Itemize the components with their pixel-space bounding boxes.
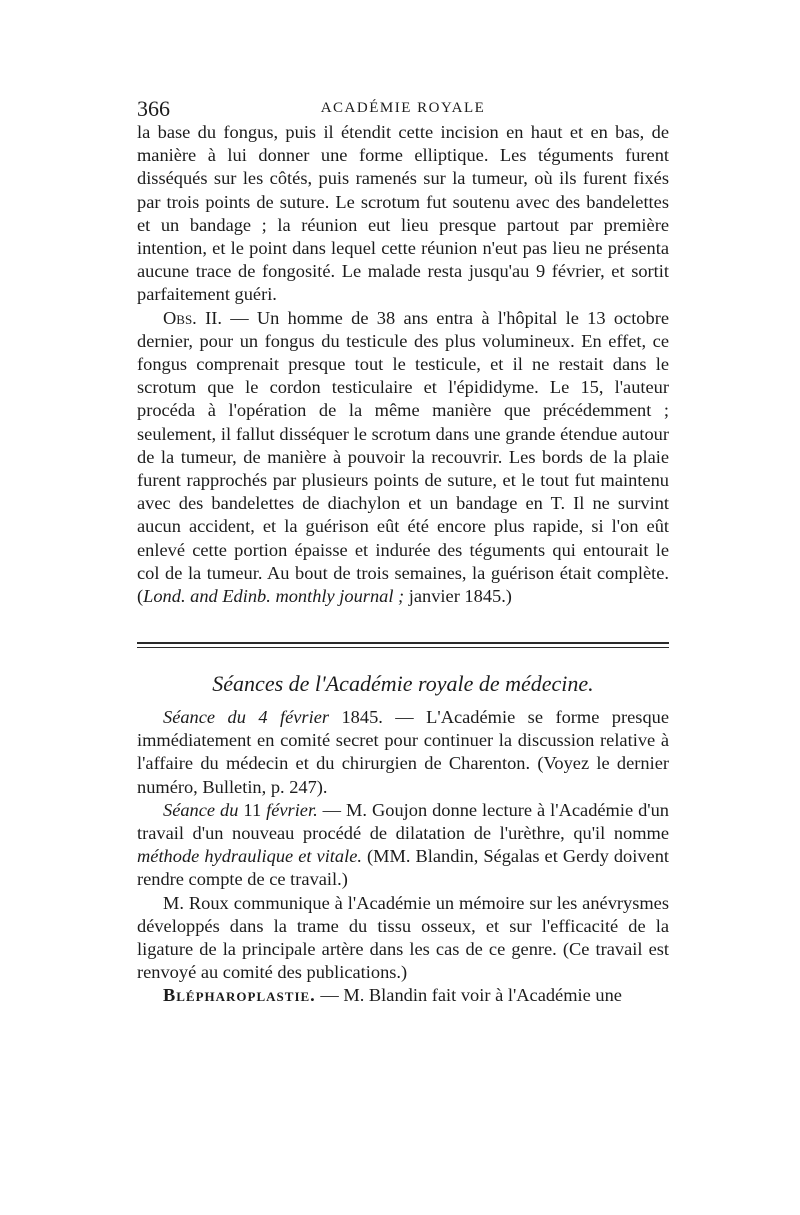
page-number: 366 — [137, 96, 170, 121]
paragraph-seance-4-fevrier — [137, 706, 669, 799]
paragraph-roux: M. Roux communique à l'Académie un mémoire sur les anévrysmes développés dans la trame du tissu osseux, et sur l'efficacité de la ligature de la principale artère dans les cas de ce genre. (Ce travail est renvoyé au comité des publications.) — [137, 892, 669, 983]
seance-text: 1845. — L'Académie se forme presque immédiatement en comité secret pour continuer la discussion relative à l'affaire du médecin et du chirurgien de Charenton. (Voyez le dernier numéro, Bulletin, p. 247). — [137, 707, 669, 797]
seance-text: — M. Goujon donne lecture à l'Académie d'un travail d'un nouveau procédé de dilatation de l'urèthre, qu'il nomme — [137, 799, 670, 844]
paragraph-blepharoplastie — [137, 984, 669, 1007]
seance-date: Séance du 4 février — [163, 707, 330, 727]
page-header — [137, 96, 669, 124]
running-head: ACADÉMIE ROYALE — [320, 100, 486, 116]
section-divider-thin — [137, 647, 669, 648]
method-name: méthode hydraulique et vitale. — [137, 846, 362, 867]
obs-2-text: — Un homme de 38 ans entra à l'hôpital le 13 octobre dernier, pour un fongus du testicule des plus volumineux. En effet, ce fongus comprenait presque tout le testicule, et il ne restait dans le scrotum que le cordon testiculaire et l'épididyme. Le 15, l'auteur procéda à l'opération de la même manière que précédemment ; seulement, il fallut disséquer le scrotum dans une grande étendue autour de la tumeur, de manière à pouvoir la recouvrir. Les bords de la plaie furent rapprochés par plusieurs points de suture, et le tout fut maintenu avec des bandelettes de diachylon et un bandage en T. Il ne survint aucun accident, et la guérison eût été encore plus rapide, si l'on eût enlevé cette portion épaisse et indurée des téguments qui entourait le col de la tumeur. Au bout de trois semaines, la guérison était complète. ( — [137, 307, 669, 607]
paragraph-obs-1-end: la base du fongus, puis il étendit cette incision en haut et en bas, de manière à lui donner une forme elliptique. Les téguments furent disséqués sur les côtés, puis ramenés sur la tumeur, où ils furent fixés par trois points de suture. Le scrotum fut soutenu avec des bandelettes et un bandage ; la réunion eut lieu presque partout par première intention, et le point dans lequel cette réunion n'eut pas lieu ne présenta aucune trace de fongosité. Le malade resta jusqu'au 9 février, et sortit parfaitement guéri. — [137, 122, 669, 305]
section-body — [137, 706, 669, 1008]
seance-text-tail: (MM. Blandin, Ségalas et Gerdy doivent rendre compte de ce travail.) — [137, 846, 669, 890]
paragraph-obs-2 — [137, 307, 669, 609]
seance-date: Séance du — [163, 799, 239, 820]
obs-label: Obs. II. — [163, 307, 222, 328]
topic-label: Blépharoplastie. — [163, 985, 316, 1006]
article-continuation — [137, 121, 669, 608]
source-citation: Lond. and Edinb. monthly journal ; — [143, 586, 405, 607]
section-divider-thick — [137, 642, 669, 644]
paragraph-seance-11-fevrier — [137, 799, 669, 892]
source-date: janvier 1845.) — [404, 586, 512, 607]
seance-day: 11 — [238, 799, 267, 820]
section-title: Séances de l'Académie royale de médecine. — [212, 671, 594, 696]
seance-month: février. — [266, 799, 318, 820]
topic-text: — M. Blandin fait voir à l'Académie une — [315, 985, 622, 1006]
